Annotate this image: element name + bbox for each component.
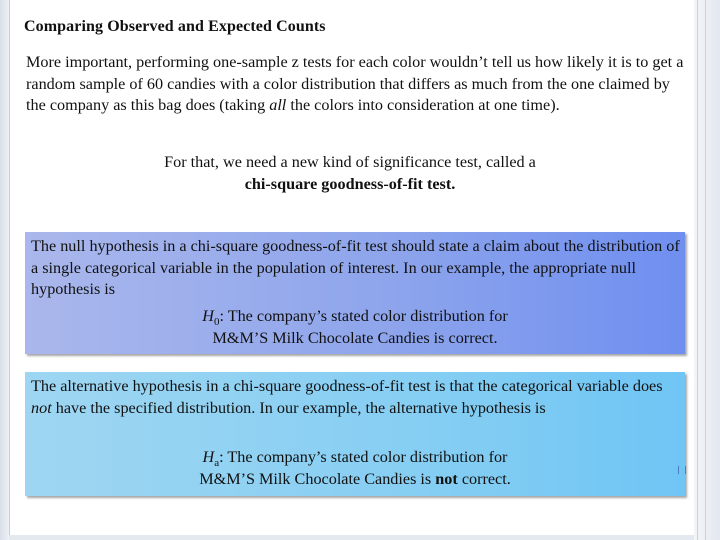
alt-hypothesis-line1: : The company’s stated color distribution for (219, 448, 508, 466)
intro-emphasis: all (269, 96, 287, 114)
alt-hypothesis-line2-part1: M&M’S Milk Chocolate Candies is (199, 469, 436, 488)
null-hypothesis-subscript: 0 (213, 316, 220, 329)
alternative-hypothesis-box (25, 372, 685, 496)
slide-left-border (0, 0, 10, 540)
null-hypothesis-box (25, 232, 685, 354)
slide-title: Comparing Observed and Expected Counts (24, 18, 326, 35)
alternative-hypothesis-statement (25, 447, 685, 490)
alt-hypothesis-subscript: a (214, 457, 220, 470)
slide-bottom-border (9, 535, 694, 540)
alt-text-part1: The alternative hypothesis in a chi-square goodness-of-fit test is that the categorical variable does (31, 377, 663, 395)
null-hypothesis-line1: : The company’s stated color distribution for (219, 307, 508, 325)
null-hypothesis-line2: M&M’S Milk Chocolate Candies is correct. (212, 328, 498, 347)
intro-text-part1: More important, performing one-sample z tests for each color wouldn’t tell us how likely it is to get a random sample of 60 candies with a color distribution that differs as much from the one claimed by the company as this bag does (taking (26, 53, 684, 114)
alt-hypothesis-not: not (435, 469, 458, 488)
null-hypothesis-statement (25, 306, 685, 349)
test-name: chi-square goodness-of-fit test. (244, 175, 456, 193)
alt-text-part2: have the specified distribution. In our example, the alternative hypothesis is (51, 398, 546, 417)
alternative-hypothesis-text (31, 376, 681, 419)
edge-marker (678, 466, 686, 474)
null-hypothesis-symbol: H (202, 307, 214, 325)
intro-paragraph (26, 52, 686, 117)
test-introduction (120, 151, 580, 195)
slide-right-border (694, 0, 720, 540)
alt-hypothesis-symbol: H (202, 448, 215, 466)
alt-text-emphasis: not (31, 398, 52, 417)
null-hypothesis-text: The null hypothesis in a chi-square goodness-of-fit test should state a claim about the distribution of a single categorical variable in the population of interest. In our example, the appropriate null hypothesis is (31, 237, 680, 298)
alt-hypothesis-line2-part2: correct. (457, 469, 511, 488)
intro-text-part2: the colors into consideration at one time). (286, 96, 560, 114)
test-intro-line: For that, we need a new kind of significance test, called a (164, 153, 536, 171)
